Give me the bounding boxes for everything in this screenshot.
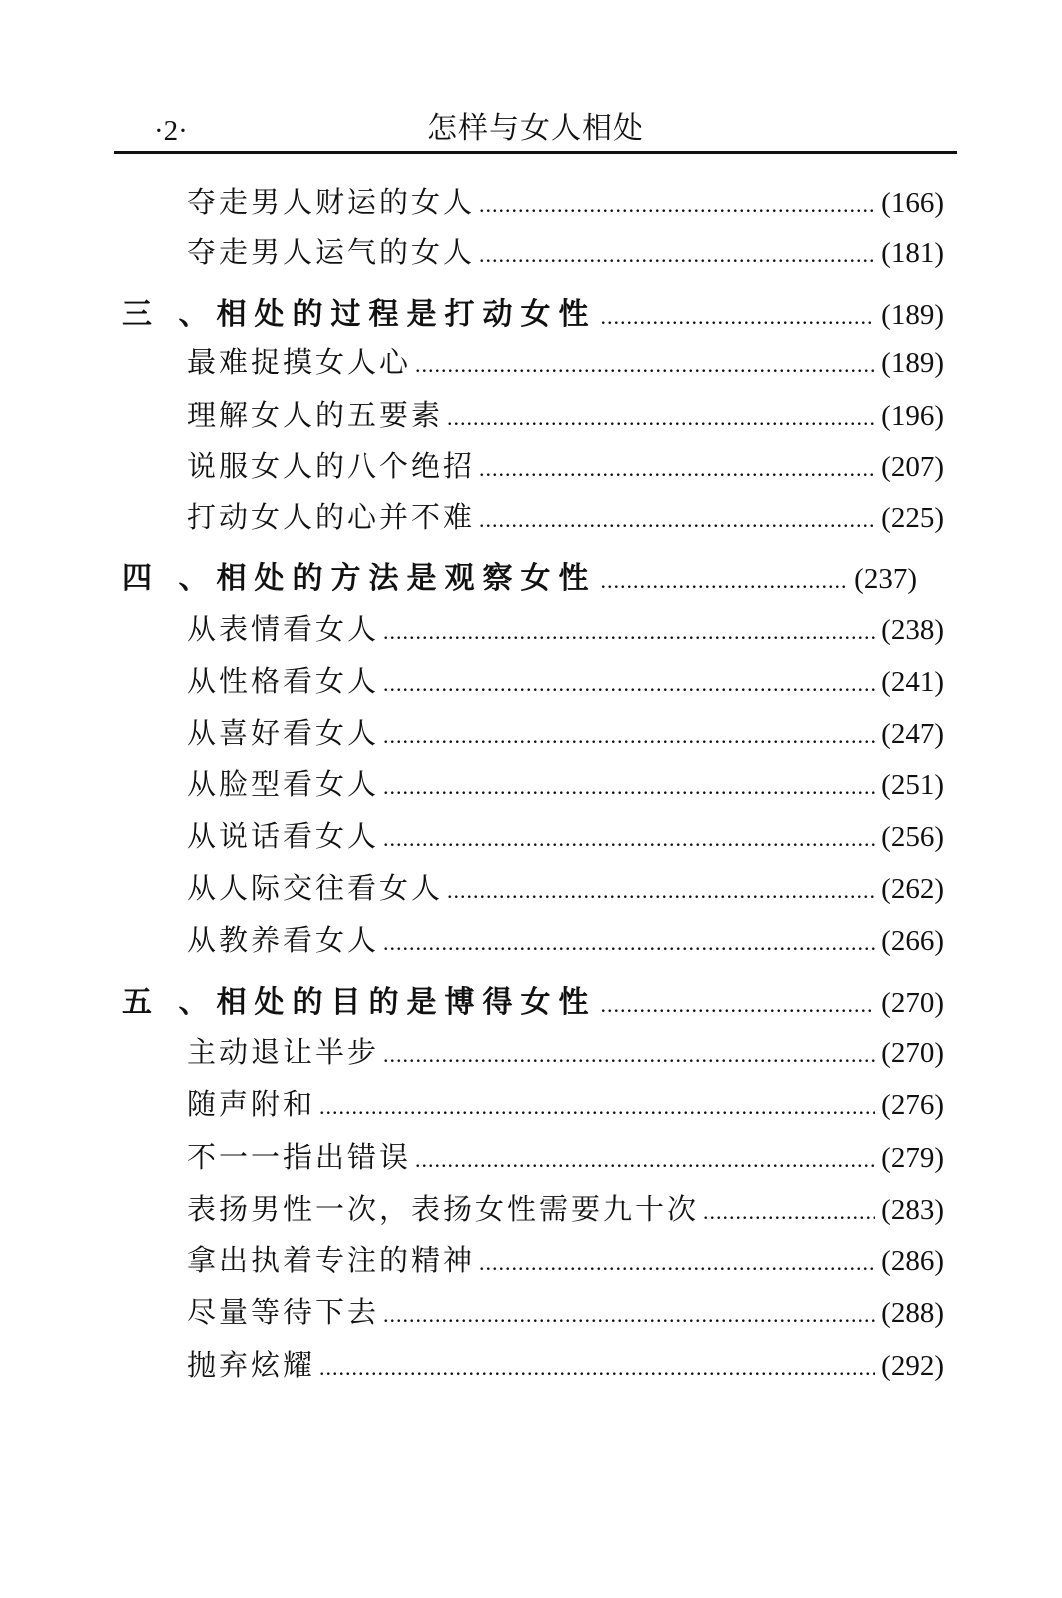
toc-entry [187,1290,944,1336]
page-number: ·2· [154,115,188,147]
toc-entry-title: 打动女人的心并不难 [187,500,476,534]
toc-entry-title: 从教养看女人 [187,923,380,957]
toc-entry [187,1135,944,1181]
header-rule [114,151,957,154]
dot-leader [319,1094,875,1120]
toc-entry-page: (251) [881,769,944,801]
dot-leader [319,1355,875,1381]
dot-leader [447,878,875,904]
dot-leader [447,405,875,431]
toc-entry-page: (292) [881,1350,944,1382]
toc-entry-title: 从喜好看女人 [187,716,380,750]
toc-entry [187,230,944,276]
page-header [114,105,957,153]
toc-entry-title: 表扬男性一次，表扬女性需要九十次 [187,1192,700,1226]
toc-entry [187,866,944,912]
toc-entry-title: 不一一指出错误 [187,1140,412,1174]
toc-entry-page: (189) [881,299,944,331]
toc-entry [187,1343,944,1389]
toc-entry-title: 拿出执着专注的精神 [187,1243,476,1277]
toc-entry-title: 从人际交往看女人 [187,871,444,905]
toc-entry [187,1187,944,1233]
toc-entry-page: (247) [881,718,944,750]
toc-entry-title: 主动退让半步 [187,1035,380,1069]
toc-entry-title: 从脸型看女人 [187,767,380,801]
toc-entry-title: 尽量等待下去 [187,1295,380,1329]
toc-entry-page: (266) [881,925,944,957]
toc-entry-page: (225) [881,502,944,534]
toc-entry-page: (286) [881,1245,944,1277]
toc-entry [187,495,944,541]
toc-entry-title: 理解女人的五要素 [187,398,444,432]
toc-entry-page: (181) [881,237,944,269]
toc-entry-page: (279) [881,1142,944,1174]
toc-section-title: 三 、相处的过程是打动女性 [122,297,597,332]
toc-entry-title: 最难捉摸女人心 [187,345,412,379]
dot-leader [415,1147,875,1173]
toc-entry-title: 随声附和 [187,1087,316,1121]
toc-entry-page: (196) [881,400,944,432]
toc-entry [187,607,944,653]
toc-entry [187,393,944,439]
toc-entry [187,444,944,490]
toc-section-heading [122,977,944,1023]
toc-entry-title: 夺走男人运气的女人 [187,235,476,269]
toc-entry [187,1082,944,1128]
toc-entry [187,340,944,386]
toc-entry-page: (189) [881,347,944,379]
toc-entry [187,659,944,705]
dot-leader [383,826,875,852]
toc-entry-page: (276) [881,1089,944,1121]
toc-entry-title: 从说话看女人 [187,819,380,853]
dot-leader [383,723,875,749]
toc-section-title: 五 、相处的目的是博得女性 [122,985,597,1020]
dot-leader [600,992,875,1018]
dot-leader [479,192,875,218]
toc-entry [187,180,944,226]
toc-section-title: 四 、相处的方法是观察女性 [122,561,597,596]
dot-leader [383,1302,875,1328]
toc-entry-title: 从表情看女人 [187,612,380,646]
dot-leader [600,304,875,330]
toc-entry [187,918,944,964]
toc-entry [187,711,944,757]
dot-leader [383,930,875,956]
toc-entry-page: (207) [881,451,944,483]
dot-leader [479,242,875,268]
toc-entry-page: (262) [881,873,944,905]
dot-leader [479,1250,875,1276]
toc-entry-page: (256) [881,821,944,853]
toc-entry-page: (166) [881,187,944,219]
toc-entry [187,1238,944,1284]
toc-section-heading [122,553,917,599]
toc-section-heading [122,289,944,335]
toc-entry-page: (270) [881,1037,944,1069]
toc-entry-page: (288) [881,1297,944,1329]
toc-entry-page: (238) [881,614,944,646]
toc-entry [187,1030,944,1076]
toc-entry [187,762,944,808]
toc-entry-title: 说服女人的八个绝招 [187,449,476,483]
toc-entry-title: 抛弃炫耀 [187,1348,316,1382]
dot-leader [600,568,848,594]
dot-leader [383,671,875,697]
toc-entry-title: 夺走男人财运的女人 [187,185,476,219]
toc-entry-page: (283) [881,1194,944,1226]
dot-leader [479,456,875,482]
dot-leader [703,1199,875,1225]
toc-entry-title: 从性格看女人 [187,664,380,698]
dot-leader [383,619,875,645]
toc-entry-page: (270) [881,987,944,1019]
running-title: 怎样与女人相处 [427,111,644,146]
dot-leader [415,352,875,378]
toc-entry-page: (237) [854,563,917,595]
dot-leader [383,1042,875,1068]
toc-entry [187,814,944,860]
dot-leader [479,507,875,533]
toc-entry-page: (241) [881,666,944,698]
dot-leader [383,774,875,800]
